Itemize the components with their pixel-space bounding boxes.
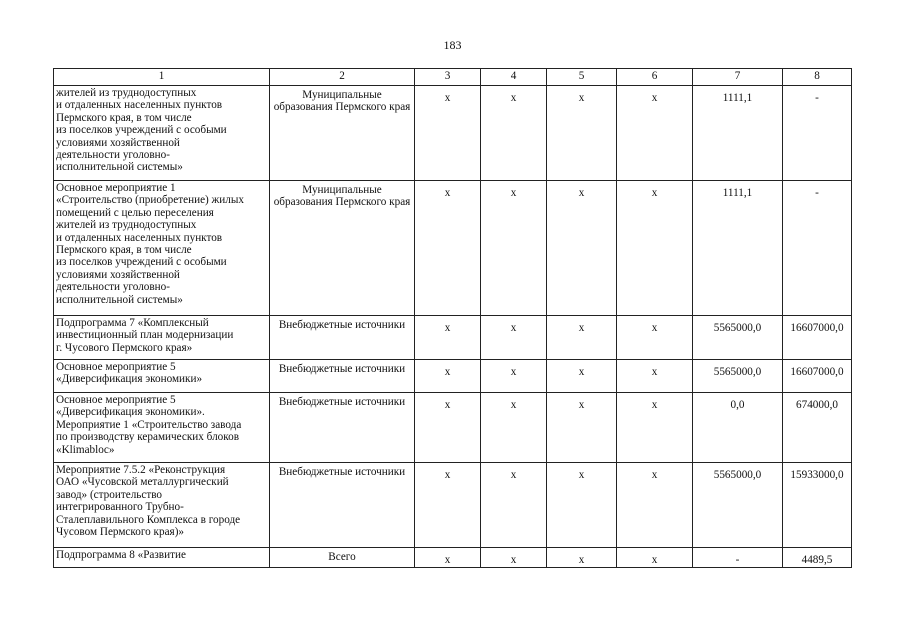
row-col6-cell: x: [617, 181, 693, 316]
row-name-cell: Основное мероприятие 1 «Строительство (приобретение) жилых помещений с целью переселения жителей из труднодоступных и отдаленных населенных пунктов Пермского края, в том числе из поселков учреждений с особыми условиями хозяйственной деятельности уголовно- исполнительной системы»: [54, 181, 270, 316]
row-col5-cell: x: [547, 86, 617, 181]
row-col6-cell: x: [617, 360, 693, 393]
row-name-cell: Мероприятие 7.5.2 «Реконструкция ОАО «Чусовской металлургический завод» (строительство интегрированного Трубно- Сталеплавильного Комплекса в городе Чусовом Пермского края)»: [54, 463, 270, 548]
row-col4-cell: x: [481, 86, 547, 181]
header-cell: 5: [547, 69, 617, 86]
row-source-cell: Муниципальные образования Пермского края: [270, 181, 415, 316]
row-col4-cell: x: [481, 548, 547, 568]
row-col5-cell: x: [547, 548, 617, 568]
page-number: 183: [443, 38, 462, 52]
budget-table: [53, 68, 852, 568]
row-col4-cell: x: [481, 360, 547, 393]
row-col8-cell: 16607000,0: [783, 360, 852, 393]
row-col8-cell: 674000,0: [783, 393, 852, 463]
row-col4-cell: x: [481, 316, 547, 360]
row-col6-cell: x: [617, 393, 693, 463]
row-col5-cell: x: [547, 360, 617, 393]
row-col3-cell: x: [415, 548, 481, 568]
header-cell: 1: [54, 69, 270, 86]
row-name-cell: Основное мероприятие 5 «Диверсификация экономики»: [54, 360, 270, 393]
row-col6-cell: x: [617, 548, 693, 568]
table-row: [54, 316, 852, 360]
table-row: [54, 181, 852, 316]
row-col5-cell: x: [547, 316, 617, 360]
row-col8-cell: -: [783, 86, 852, 181]
row-col3-cell: x: [415, 360, 481, 393]
row-col8-cell: 4489,5: [783, 548, 852, 568]
row-source-cell: Муниципальные образования Пермского края: [270, 86, 415, 181]
table-row: [54, 360, 852, 393]
row-col7-cell: 5565000,0: [693, 463, 783, 548]
row-source-cell: Внебюджетные источники: [270, 360, 415, 393]
row-col3-cell: x: [415, 181, 481, 316]
table-row: [54, 393, 852, 463]
row-col3-cell: x: [415, 316, 481, 360]
row-col7-cell: 1111,1: [693, 86, 783, 181]
row-col4-cell: x: [481, 463, 547, 548]
table-row: [54, 463, 852, 548]
row-name-cell: Подпрограмма 8 «Развитие: [54, 548, 270, 568]
row-col5-cell: x: [547, 393, 617, 463]
row-col8-cell: 16607000,0: [783, 316, 852, 360]
table-header-row: [54, 69, 852, 86]
row-col3-cell: x: [415, 86, 481, 181]
row-col5-cell: x: [547, 463, 617, 548]
row-source-cell: Внебюджетные источники: [270, 393, 415, 463]
row-col3-cell: x: [415, 463, 481, 548]
header-cell: 6: [617, 69, 693, 86]
table-row: [54, 548, 852, 568]
header-cell: 8: [783, 69, 852, 86]
row-source-cell: Всего: [270, 548, 415, 568]
row-col6-cell: x: [617, 463, 693, 548]
row-source-cell: Внебюджетные источники: [270, 316, 415, 360]
row-col7-cell: 1111,1: [693, 181, 783, 316]
header-cell: 3: [415, 69, 481, 86]
row-col7-cell: -: [693, 548, 783, 568]
header-cell: 4: [481, 69, 547, 86]
header-cell: 7: [693, 69, 783, 86]
row-col7-cell: 5565000,0: [693, 316, 783, 360]
row-name-cell: Основное мероприятие 5 «Диверсификация экономики». Мероприятие 1 «Строительство завода по производству керамических блоков «Klimabloc»: [54, 393, 270, 463]
row-col6-cell: x: [617, 86, 693, 181]
row-col8-cell: -: [783, 181, 852, 316]
row-name-cell: Подпрограмма 7 «Комплексный инвестиционный план модернизации г. Чусового Пермского края»: [54, 316, 270, 360]
header-cell: 2: [270, 69, 415, 86]
row-col7-cell: 5565000,0: [693, 360, 783, 393]
row-source-cell: Внебюджетные источники: [270, 463, 415, 548]
row-col6-cell: x: [617, 316, 693, 360]
row-col8-cell: 15933000,0: [783, 463, 852, 548]
table-row: [54, 86, 852, 181]
row-name-cell: жителей из труднодоступных и отдаленных населенных пунктов Пермского края, в том числе из поселков учреждений с особыми условиями хозяйственной деятельности уголовно- исполнительной системы»: [54, 86, 270, 181]
row-col4-cell: x: [481, 181, 547, 316]
row-col7-cell: 0,0: [693, 393, 783, 463]
row-col5-cell: x: [547, 181, 617, 316]
row-col3-cell: x: [415, 393, 481, 463]
row-col4-cell: x: [481, 393, 547, 463]
